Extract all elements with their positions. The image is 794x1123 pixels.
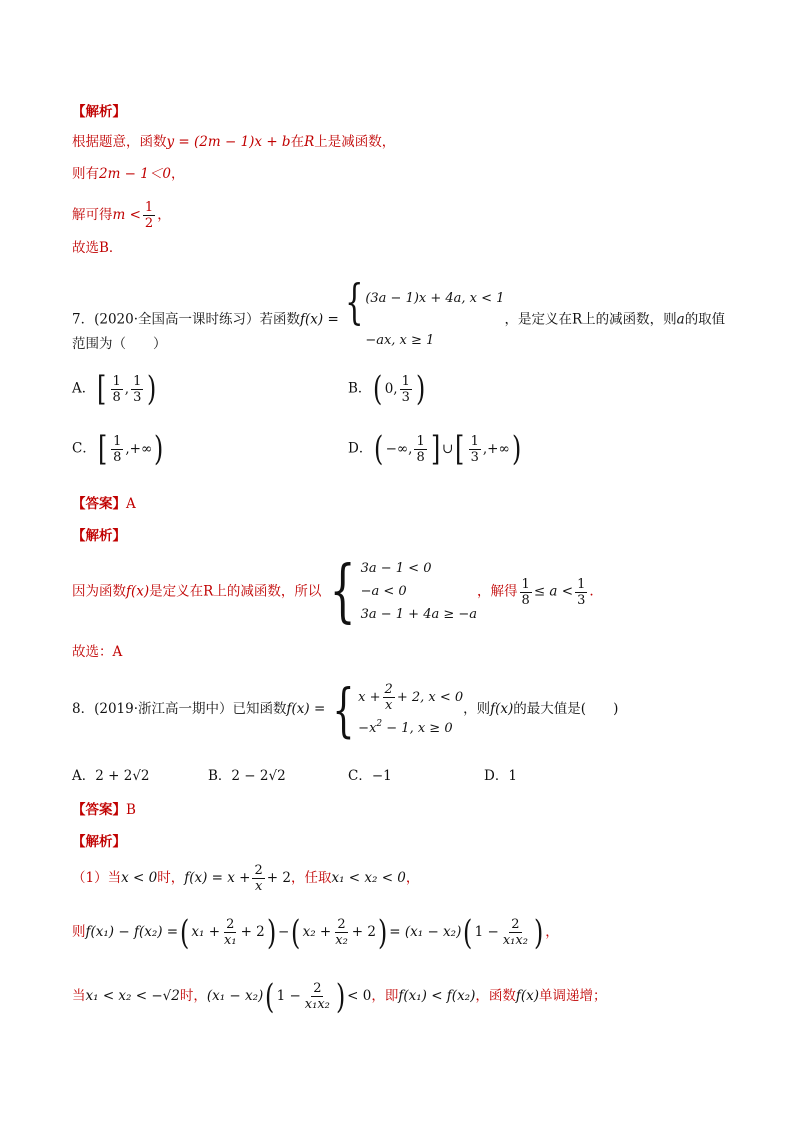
q8-step3 [72,972,607,1020]
fraction [400,374,412,405]
math: x₁ + [191,924,221,940]
q7-option-b[interactable] [348,369,427,409]
option-label: A． [72,768,96,784]
analysis-tag: 【解析】 [72,104,126,120]
option-label: B． [348,380,372,397]
bracket: ( [373,369,383,409]
fraction [469,434,481,465]
option-label: D． [484,768,509,784]
q7-stem [72,274,726,362]
cases [361,558,477,626]
denominator: 3 [401,389,410,405]
bracket: ) [147,369,157,409]
brace: { [344,274,364,330]
option-label: C． [348,768,372,784]
option-label: D． [348,440,373,457]
option-value: 1 [508,768,517,784]
fraction [501,917,530,948]
denominator: 2 [144,216,154,231]
text: 当 [72,988,86,1004]
paren: ( [180,912,190,953]
text: （1）当 [72,870,122,886]
q7-choose: 故选：A [72,644,123,660]
text: 8．(2019·浙江高一期中）已知函数 [72,701,287,717]
text: ，任取 [290,870,332,886]
denominator: 8 [112,389,121,405]
math: < 0 [347,988,372,1004]
text: 的取值 [684,311,726,328]
text: ， [157,207,171,223]
case-2 [358,715,463,738]
math: ,+∞ [125,441,153,457]
text: ，即 [371,988,399,1004]
q8-option-d[interactable] [484,764,517,784]
bracket: ( [374,429,384,469]
ineq-3: 3a − 1 + 4a ≥ −a [360,606,478,622]
case-1 [358,682,463,713]
answer-value: A [126,496,136,512]
sep: , [124,381,130,397]
fraction [111,434,123,465]
math: − 1, x ≥ 0 [382,720,453,736]
numerator: 2 [313,981,322,996]
text: ， [405,870,420,886]
text: . [589,583,594,600]
text: 则有 [72,166,99,182]
fraction [414,434,426,465]
numerator: 1 [577,576,586,592]
bracket: ) [154,429,164,469]
math: f(x) [515,988,540,1004]
cases [358,681,463,739]
denominator: 3 [577,592,586,608]
numerator: 2 [384,681,393,697]
text: ， [545,924,559,940]
math: f(x) = x + [184,870,251,886]
math: x + [358,689,381,705]
math: x₁ < x₂ < 0 [331,870,406,886]
option-label: B． [208,768,232,784]
numerator: 1 [113,433,122,449]
math: (x₁ − x₂) [206,988,264,1004]
q8-step2 [72,908,559,956]
sec6-line1 [72,132,395,152]
math: x₂ + [302,924,332,940]
text: 7．(2020·全国高一课时练习）若函数 [72,311,301,328]
q7-answer [72,494,136,514]
denominator: x [385,697,393,713]
bracket: ) [415,369,426,409]
q8-stem [72,675,619,744]
option-value: 2 − 2√2 [231,768,286,784]
sec6-line3 [72,196,171,234]
math: m < [112,207,141,223]
option-value: −1 [371,768,392,784]
bracket: [ [97,429,108,469]
math: y = (2m − 1)x + b [166,134,291,150]
math: 0, [384,381,398,397]
math: a [676,311,685,328]
ineq-1: 3a − 1 < 0 [360,561,432,577]
fraction [520,577,532,608]
denominator: 3 [133,389,142,405]
q8-step1 [72,858,419,898]
math: x < 0 [121,870,158,886]
text: 解可得 [72,207,113,223]
fraction [111,374,123,405]
text: ， [170,166,185,182]
q8-option-c[interactable] [348,764,392,784]
case-2: −ax, x ≥ 1 [365,333,435,348]
text: 时， [157,870,185,886]
numerator: 2 [254,863,263,878]
fraction [131,374,143,405]
brace: { [332,675,355,744]
text: 的最大值是( ) [513,701,619,717]
math: + 2 [240,924,265,940]
q7-option-a[interactable] [72,369,159,409]
case-1: (3a − 1)x + 4a, x < 1 [365,291,505,306]
fraction [333,917,350,948]
paren: ) [266,912,277,953]
fraction [143,200,155,231]
option-label: C． [72,440,96,457]
text: ，函数 [475,988,516,1004]
fraction [383,682,395,713]
denominator: 3 [470,449,479,465]
cases [365,278,504,362]
text: 上是减函数， [314,134,396,150]
text: ，解得 [477,583,518,600]
q7-option-c[interactable] [72,429,166,469]
q7-stem-cont: 范围为（ ） [72,336,167,352]
bracket: ] [430,429,441,469]
ineq-2: −a < 0 [360,583,407,599]
q7-solution [72,552,594,631]
math: 1 − [276,988,301,1004]
math: f(x₁) − f(x₂) = [85,924,179,940]
math: 2m − 1＜0 [99,166,171,182]
math: f(x) [126,583,150,600]
denominator: x₂ [335,933,348,948]
sec6-line2 [72,164,184,184]
denominator: x₁x₂ [304,997,330,1012]
denominator: x₁ [224,933,237,948]
bracket: ) [511,429,521,469]
text: 根据题意，函数 [72,134,167,150]
math: R [304,134,315,150]
q8-option-b[interactable] [208,764,286,784]
denominator: 8 [521,592,530,608]
fraction [252,863,264,894]
paren: ( [463,912,473,953]
numerator: 1 [521,576,530,592]
sec6-line4: 故选B． [72,240,123,256]
numerator: 2 [226,917,235,932]
option-label: A． [72,380,96,397]
text: 因为函数 [72,583,126,600]
answer-tag: 【答案】 [72,802,126,818]
bracket: [ [455,429,465,469]
numerator: 1 [133,373,142,389]
numerator: 2 [337,917,346,932]
math: f(x) [490,701,514,717]
math: ,+∞ [482,441,510,457]
piecewise [339,274,505,362]
math: ≤ a < [533,583,574,600]
q8-option-a[interactable] [72,764,150,784]
denominator: x₁x₂ [502,933,528,948]
brace: { [329,552,356,631]
math: x₁ < x₂ < −√2 [85,988,180,1004]
math: = (x₁ − x₂) [389,924,462,940]
math: f(x₁) < f(x₂) [398,988,476,1004]
text: 是定义在R上的减函数，所以 [149,583,322,600]
math: −∞, [385,441,413,457]
text: 单调递增； [539,988,607,1004]
fraction [222,917,239,948]
math: + 2, x < 0 [396,689,464,705]
fraction [575,577,587,608]
union: ∪ [442,441,454,457]
numerator: 1 [401,373,410,389]
numerator: 1 [470,433,479,449]
q8-answer [72,800,136,820]
numerator: 1 [112,373,121,389]
math: + 2 [351,924,376,940]
math: − [278,924,290,940]
paren: ( [291,912,301,953]
bracket: [ [97,369,107,409]
analysis-tag: 【解析】 [72,834,126,850]
math: + 2 [266,870,291,886]
denominator: 8 [416,449,425,465]
q7-option-d[interactable] [348,429,523,469]
denominator: 8 [113,449,122,465]
paren: ) [377,912,388,953]
answer-tag: 【答案】 [72,496,126,512]
exponent: 2 [376,718,383,729]
math: 1 − [474,924,499,940]
denominator: x [254,879,263,894]
paren: ( [265,976,275,1017]
paren: ) [335,976,346,1017]
math: f(x) = [286,701,326,717]
text: ，是定义在R上的减函数，则 [504,311,677,328]
text: ，则 [463,701,491,717]
fraction [303,981,332,1012]
piecewise [325,675,464,744]
inequality-system [321,552,478,631]
math: f(x) = [300,311,339,328]
option-value: 2 + 2√2 [95,768,150,784]
numerator: 1 [144,200,154,215]
numerator: 2 [511,917,520,932]
text: 则 [72,924,86,940]
analysis-tag: 【解析】 [72,528,126,544]
text: 时， [179,988,207,1004]
paren: ) [533,912,544,953]
math: −x [358,720,377,736]
numerator: 1 [416,433,425,449]
answer-value: B [126,802,136,818]
text: 在 [290,134,305,150]
